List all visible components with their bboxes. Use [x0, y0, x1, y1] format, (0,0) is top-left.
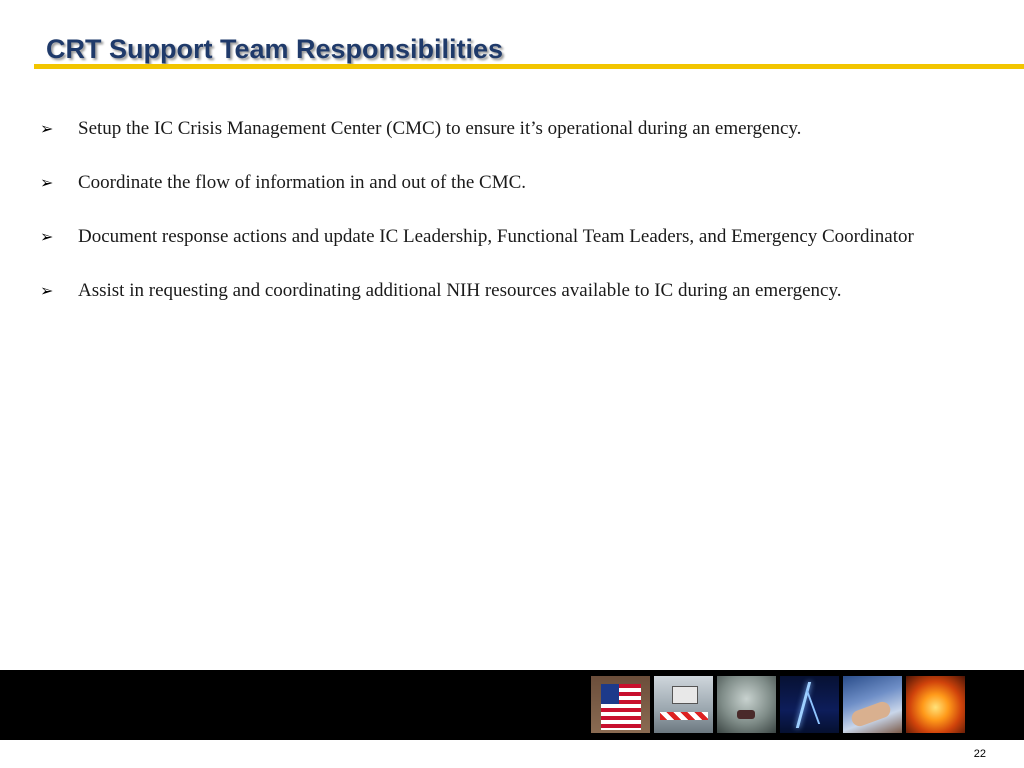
title-underline-rule — [34, 64, 1024, 69]
slide-title: CRT Support Team Responsibilities — [46, 34, 504, 64]
bullet-text: Document response actions and update IC Leadership, Functional Team Leaders, and Emergency Coordinator — [78, 226, 914, 247]
arrow-bullet-icon: ➢ — [40, 227, 54, 246]
fire-photo — [906, 676, 965, 733]
bullet-text: Assist in requesting and coordinating additional NIH resources available to IC during an emergency. — [78, 280, 842, 301]
fog-photo — [717, 676, 776, 733]
bullet-text: Coordinate the flow of information in and out of the CMC. — [78, 172, 527, 193]
bullet-item — [40, 277, 920, 304]
lab-photo — [843, 676, 902, 733]
flag-photo — [591, 676, 650, 733]
footer-photo-strip — [591, 676, 965, 733]
bullet-item — [40, 223, 920, 250]
lightning-photo — [780, 676, 839, 733]
bullet-item — [40, 115, 920, 142]
bullet-item — [40, 169, 920, 196]
page-number: 22 — [973, 748, 986, 760]
arrow-bullet-icon: ➢ — [40, 173, 54, 192]
bullet-list — [40, 115, 920, 331]
arrow-bullet-icon: ➢ — [40, 281, 54, 300]
bridge-closed-photo — [654, 676, 713, 733]
arrow-bullet-icon: ➢ — [40, 119, 54, 138]
bullet-text: Setup the IC Crisis Management Center (CMC) to ensure it’s operational during an emergency. — [78, 118, 802, 139]
